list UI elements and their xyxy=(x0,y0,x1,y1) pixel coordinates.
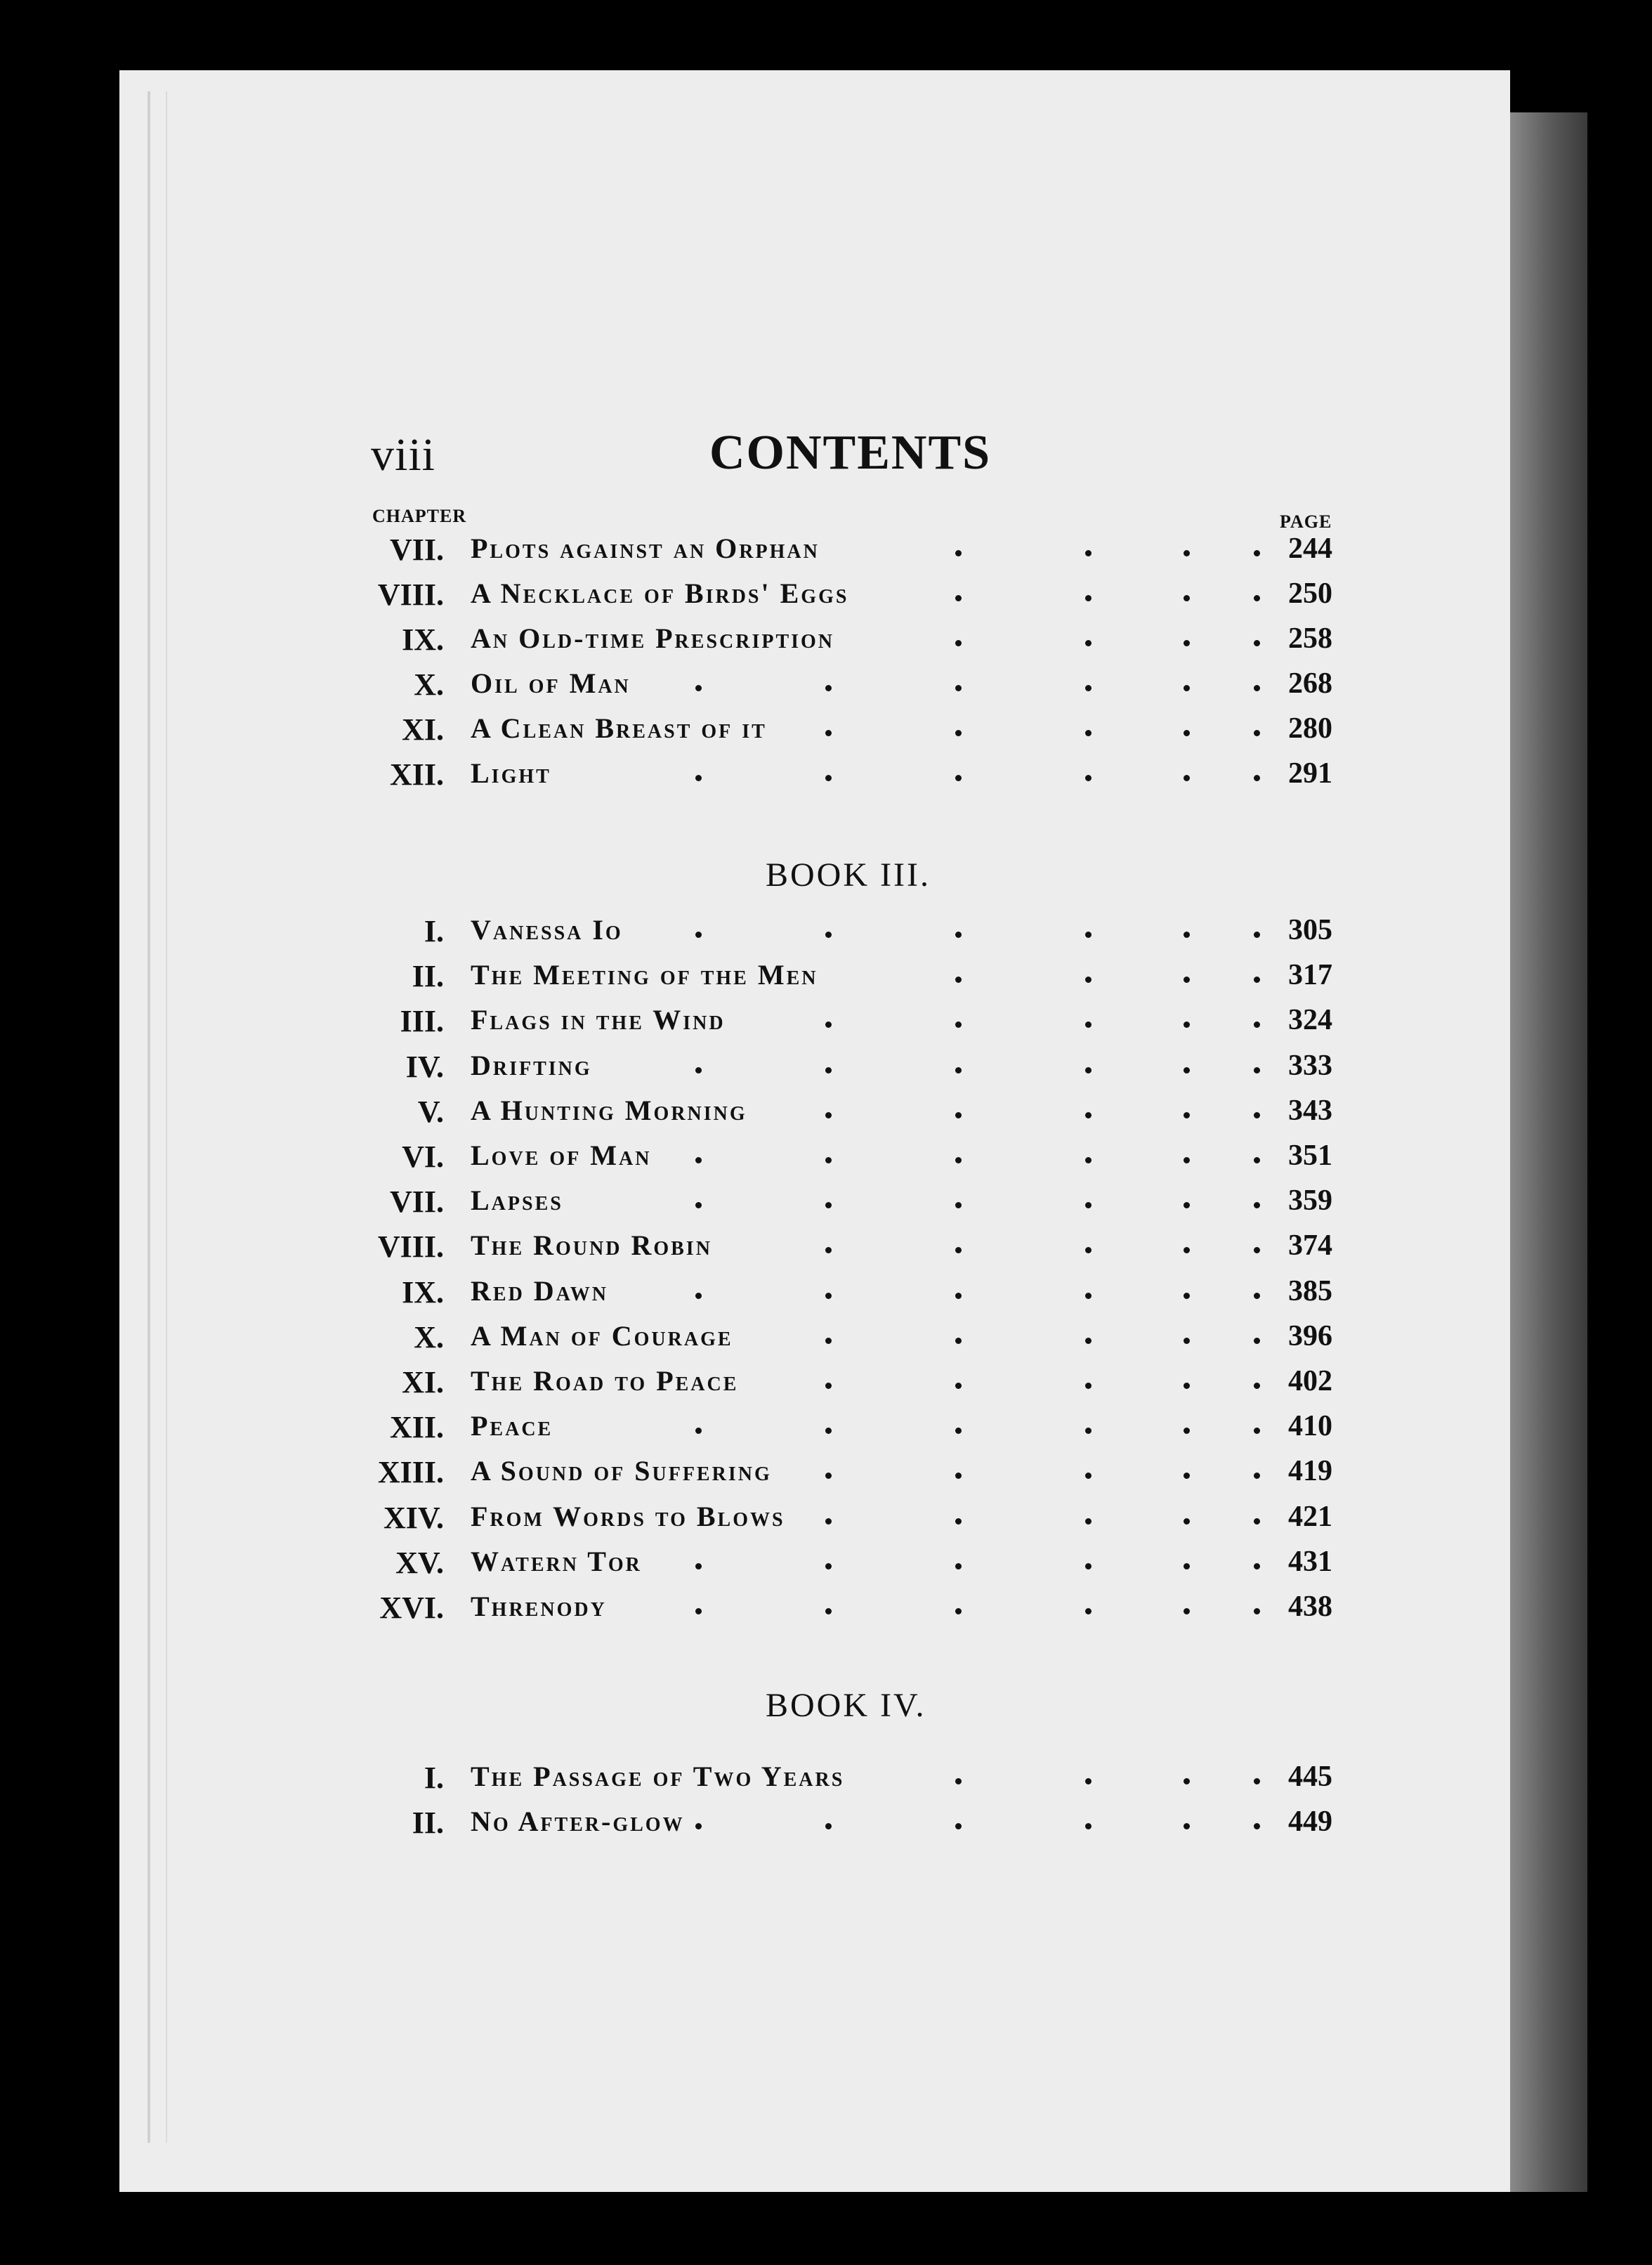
chapter-number: XIII. xyxy=(377,1455,444,1489)
dot-leader xyxy=(695,775,702,781)
chapter-title: A Hunting Morning xyxy=(471,1095,747,1126)
dot-leader xyxy=(955,1157,962,1163)
dot-leader xyxy=(1184,685,1190,691)
dot-leader xyxy=(1254,775,1260,781)
dot-leader xyxy=(695,1608,702,1614)
page-number: 359 xyxy=(1288,1184,1332,1217)
dot-leader xyxy=(825,1293,832,1299)
dot-leader xyxy=(825,730,832,736)
page-number: 258 xyxy=(1288,622,1332,655)
page-number: 305 xyxy=(1288,914,1332,946)
chapter-title: No After-glow xyxy=(471,1806,685,1837)
dot-leader xyxy=(1184,1608,1190,1614)
chapter-number: XI. xyxy=(402,1365,444,1399)
dot-leader xyxy=(825,1338,832,1344)
chapter-number: VII. xyxy=(389,533,444,567)
dot-leader xyxy=(1254,1067,1260,1073)
dot-leader xyxy=(825,1202,832,1208)
chapter-number: IV. xyxy=(405,1050,444,1084)
dot-leader xyxy=(955,1112,962,1118)
dot-leader xyxy=(1254,1518,1260,1525)
chapter-title: Love of Man xyxy=(471,1140,652,1171)
dot-leader xyxy=(955,1563,962,1569)
dot-leader xyxy=(955,1383,962,1389)
toc-entry xyxy=(0,1409,1652,1451)
dot-leader xyxy=(695,1563,702,1569)
dot-leader xyxy=(1184,1247,1190,1253)
dot-leader xyxy=(825,1518,832,1525)
page-number: 324 xyxy=(1288,1004,1332,1036)
toc-entry xyxy=(0,1760,1652,1802)
chapter-number: I. xyxy=(424,914,444,948)
dot-leader xyxy=(1254,1778,1260,1784)
dot-leader xyxy=(1085,550,1092,556)
page-number: 268 xyxy=(1288,667,1332,700)
dot-leader xyxy=(955,1823,962,1829)
dot-leader xyxy=(1254,1293,1260,1299)
dot-leader xyxy=(1184,1067,1190,1073)
toc-entry xyxy=(0,1184,1652,1226)
chapter-number: VII. xyxy=(389,1184,444,1219)
chapter-title: Plots against an Orphan xyxy=(471,533,820,564)
chapter-number: IX. xyxy=(402,1275,444,1310)
dot-leader xyxy=(1254,1247,1260,1253)
chapter-title: The Round Robin xyxy=(471,1229,712,1261)
chapter-title: Oil of Man xyxy=(471,667,631,699)
dot-leader xyxy=(695,685,702,691)
dot-leader xyxy=(695,1157,702,1163)
dot-leader xyxy=(825,1563,832,1569)
dot-leader xyxy=(1254,1112,1260,1118)
dot-leader xyxy=(1085,1338,1092,1344)
dot-leader xyxy=(1085,1473,1092,1479)
dot-leader xyxy=(1184,1518,1190,1525)
dot-leader xyxy=(1184,640,1190,646)
chapter-number: II. xyxy=(412,959,444,993)
toc-entry xyxy=(0,1003,1652,1045)
book-heading: BOOK IV. xyxy=(766,1687,926,1724)
dot-leader xyxy=(1085,1112,1092,1118)
dot-leader xyxy=(695,1067,702,1073)
dot-leader xyxy=(1184,1428,1190,1434)
dot-leader xyxy=(1184,1823,1190,1829)
dot-leader xyxy=(1085,685,1092,691)
dot-leader xyxy=(1085,1202,1092,1208)
toc-entry xyxy=(0,577,1652,619)
dot-leader xyxy=(1254,1157,1260,1163)
page-number: 385 xyxy=(1288,1275,1332,1307)
page-number: 431 xyxy=(1288,1546,1332,1578)
toc-entry xyxy=(0,532,1652,574)
dot-leader xyxy=(1085,1383,1092,1389)
dot-leader xyxy=(1254,640,1260,646)
dot-leader xyxy=(1184,1112,1190,1118)
dot-leader xyxy=(1254,1563,1260,1569)
dot-leader xyxy=(695,932,702,938)
chapter-title: Lapses xyxy=(471,1184,563,1216)
dot-leader xyxy=(1085,1428,1092,1434)
page-column-label: PAGE xyxy=(1280,511,1332,532)
chapter-column-label: CHAPTER xyxy=(372,506,467,526)
dot-leader xyxy=(955,685,962,691)
dot-leader xyxy=(825,1473,832,1479)
dot-leader xyxy=(825,1247,832,1253)
chapter-title: The Meeting of the Men xyxy=(471,959,818,991)
chapter-title: Light xyxy=(471,757,551,789)
toc-entry xyxy=(0,1364,1652,1406)
chapter-title: From Words to Blows xyxy=(471,1501,785,1532)
dot-leader xyxy=(1184,550,1190,556)
chapter-title: An Old-time Prescription xyxy=(471,622,835,654)
chapter-title: Watern Tor xyxy=(471,1546,642,1577)
dot-leader xyxy=(1184,730,1190,736)
dot-leader xyxy=(1184,1338,1190,1344)
dot-leader xyxy=(825,932,832,938)
dot-leader xyxy=(955,1778,962,1784)
dot-leader xyxy=(1254,1021,1260,1028)
chapter-title: Drifting xyxy=(471,1050,592,1081)
chapter-number: VI. xyxy=(402,1140,444,1174)
toc-entry xyxy=(0,1545,1652,1587)
dot-leader xyxy=(955,1473,962,1479)
chapter-number: VIII. xyxy=(377,577,444,612)
dot-leader xyxy=(1085,640,1092,646)
dot-leader xyxy=(955,977,962,983)
chapter-number: VIII. xyxy=(377,1229,444,1264)
dot-leader xyxy=(825,1383,832,1389)
page-number: 280 xyxy=(1288,712,1332,745)
dot-leader xyxy=(955,775,962,781)
dot-leader xyxy=(1085,1021,1092,1028)
dot-leader xyxy=(1184,775,1190,781)
dot-leader xyxy=(1254,595,1260,601)
dot-leader xyxy=(1254,1338,1260,1344)
dot-leader xyxy=(825,1428,832,1434)
chapter-title: The Passage of Two Years xyxy=(471,1761,845,1792)
dot-leader xyxy=(825,1112,832,1118)
dot-leader xyxy=(955,1067,962,1073)
dot-leader xyxy=(955,1608,962,1614)
toc-entry xyxy=(0,1229,1652,1271)
page-heading: CONTENTS xyxy=(709,426,992,480)
chapter-title: Peace xyxy=(471,1410,553,1442)
page-number: 333 xyxy=(1288,1050,1332,1082)
chapter-title: Threnody xyxy=(471,1591,607,1622)
page-number: 445 xyxy=(1288,1761,1332,1793)
dot-leader xyxy=(1085,1067,1092,1073)
dot-leader xyxy=(1184,595,1190,601)
chapter-title: Flags in the Wind xyxy=(471,1004,726,1036)
chapter-title: A Sound of Suffering xyxy=(471,1455,772,1487)
dot-leader xyxy=(955,730,962,736)
dot-leader xyxy=(1184,1293,1190,1299)
dot-leader xyxy=(955,1293,962,1299)
dot-leader xyxy=(695,1823,702,1829)
chapter-number: IX. xyxy=(402,622,444,657)
dot-leader xyxy=(1085,1247,1092,1253)
dot-leader xyxy=(955,1518,962,1525)
chapter-title: Red Dawn xyxy=(471,1275,609,1307)
chapter-number: V. xyxy=(417,1095,444,1129)
dot-leader xyxy=(1254,1202,1260,1208)
chapter-title: The Road to Peace xyxy=(471,1365,739,1397)
toc-entry xyxy=(0,1319,1652,1362)
chapter-title: A Clean Breast of it xyxy=(471,712,767,744)
dot-leader xyxy=(825,1021,832,1028)
toc-entry xyxy=(0,1094,1652,1136)
dot-leader xyxy=(1184,1021,1190,1028)
dot-leader xyxy=(695,1202,702,1208)
dot-leader xyxy=(1184,1383,1190,1389)
chapter-number: XII. xyxy=(389,1410,444,1444)
dot-leader xyxy=(1254,1473,1260,1479)
dot-leader xyxy=(955,1202,962,1208)
dot-leader xyxy=(1184,1563,1190,1569)
toc-entry xyxy=(0,1454,1652,1496)
toc-entry xyxy=(0,1500,1652,1542)
page-number: 351 xyxy=(1288,1140,1332,1172)
toc-entry xyxy=(0,1805,1652,1847)
dot-leader xyxy=(1085,1608,1092,1614)
chapter-number: XV. xyxy=(395,1546,444,1580)
dot-leader xyxy=(1184,1778,1190,1784)
dot-leader xyxy=(1184,1202,1190,1208)
chapter-number: XVI. xyxy=(379,1591,444,1625)
dot-leader xyxy=(955,1428,962,1434)
dot-leader xyxy=(955,1338,962,1344)
chapter-number: XIV. xyxy=(383,1501,444,1535)
page-number: 410 xyxy=(1288,1410,1332,1442)
dot-leader xyxy=(1085,1157,1092,1163)
dot-leader xyxy=(1085,595,1092,601)
dot-leader xyxy=(1184,1157,1190,1163)
toc-entry xyxy=(0,712,1652,754)
dot-leader xyxy=(1254,977,1260,983)
dot-leader xyxy=(825,1157,832,1163)
dot-leader xyxy=(825,1067,832,1073)
dot-leader xyxy=(825,1608,832,1614)
toc-entry xyxy=(0,667,1652,709)
dot-leader xyxy=(955,1247,962,1253)
toc-entry xyxy=(0,913,1652,955)
dot-leader xyxy=(1254,932,1260,938)
page-number: 402 xyxy=(1288,1365,1332,1397)
dot-leader xyxy=(1254,1823,1260,1829)
dot-leader xyxy=(1085,932,1092,938)
toc-entry xyxy=(0,622,1652,664)
page-number: 419 xyxy=(1288,1455,1332,1487)
dot-leader xyxy=(1254,730,1260,736)
dot-leader xyxy=(955,640,962,646)
page-number: 317 xyxy=(1288,959,1332,991)
dot-leader xyxy=(825,1823,832,1829)
chapter-title: A Necklace of Birds' Eggs xyxy=(471,577,849,609)
page-number: 244 xyxy=(1288,533,1332,565)
dot-leader xyxy=(955,1021,962,1028)
dot-leader xyxy=(1254,1608,1260,1614)
dot-leader xyxy=(1085,730,1092,736)
dot-leader xyxy=(825,685,832,691)
page-number: 396 xyxy=(1288,1320,1332,1352)
dot-leader xyxy=(955,595,962,601)
dot-leader xyxy=(1254,550,1260,556)
toc-entry xyxy=(0,1049,1652,1091)
page-number: 421 xyxy=(1288,1501,1332,1533)
page-number: 374 xyxy=(1288,1229,1332,1262)
dot-leader xyxy=(955,932,962,938)
dot-leader xyxy=(1254,1383,1260,1389)
dot-leader xyxy=(1085,775,1092,781)
chapter-title: Vanessa Io xyxy=(471,914,623,946)
dot-leader xyxy=(695,1428,702,1434)
dot-leader xyxy=(1254,685,1260,691)
dot-leader xyxy=(1085,1823,1092,1829)
page-number: 343 xyxy=(1288,1095,1332,1127)
toc-entry xyxy=(0,1274,1652,1317)
dot-leader xyxy=(1085,977,1092,983)
toc-entry xyxy=(0,958,1652,1000)
chapter-number: I. xyxy=(424,1761,444,1795)
dot-leader xyxy=(1085,1293,1092,1299)
chapter-number: II. xyxy=(412,1806,444,1840)
dot-leader xyxy=(1085,1518,1092,1525)
page-number: 449 xyxy=(1288,1806,1332,1838)
page-number: 250 xyxy=(1288,577,1332,610)
page-number: 291 xyxy=(1288,757,1332,790)
toc-entry xyxy=(0,757,1652,799)
chapter-number: X. xyxy=(414,667,444,702)
dot-leader xyxy=(1085,1778,1092,1784)
chapter-number: III. xyxy=(400,1004,444,1038)
page-number: 438 xyxy=(1288,1591,1332,1623)
toc-entry xyxy=(0,1139,1652,1181)
dot-leader xyxy=(695,1293,702,1299)
dot-leader xyxy=(1184,1473,1190,1479)
toc-entry xyxy=(0,1590,1652,1632)
chapter-number: X. xyxy=(414,1320,444,1355)
dot-leader xyxy=(1085,1563,1092,1569)
chapter-title: A Man of Courage xyxy=(471,1320,733,1352)
page-folio: viii xyxy=(371,429,436,481)
book-heading: BOOK III. xyxy=(766,856,931,894)
dot-leader xyxy=(1184,977,1190,983)
chapter-number: XII. xyxy=(389,757,444,792)
chapter-number: XI. xyxy=(402,712,444,747)
dot-leader xyxy=(955,550,962,556)
dot-leader xyxy=(1254,1428,1260,1434)
dot-leader xyxy=(825,775,832,781)
dot-leader xyxy=(1184,932,1190,938)
